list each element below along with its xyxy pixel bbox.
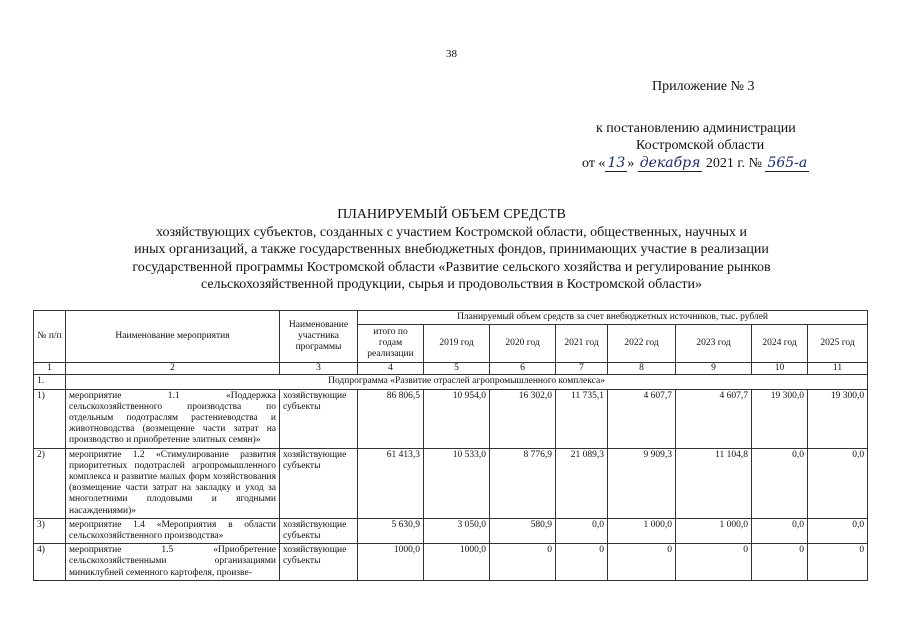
ref-year: 2021 г. №: [705, 156, 762, 171]
title-line: государственной программы Костромской области «Развитие сельского хозяйства и регулирование рынков: [132, 259, 771, 275]
row-name: мероприятие 1.5 «Приобретение сельскохозяйственными организациями миниклубней семенного картофеля, произве-: [66, 544, 280, 581]
col-number: 6: [490, 363, 556, 375]
col-number: 9: [676, 363, 752, 375]
row-value: 11 735,1: [556, 389, 608, 448]
row-value: 0: [556, 544, 608, 581]
row-value: 61 413,3: [358, 448, 424, 518]
row-value: 0,0: [556, 518, 608, 543]
table-row: [34, 518, 868, 543]
row-value: 5 630,9: [358, 518, 424, 543]
row-participant: хозяйствующие субъекты: [280, 544, 358, 581]
row-name: мероприятие 1.4 «Мероприятия в области сельскохозяйственного производства»: [66, 518, 280, 543]
appendix-label: Приложение № 3: [652, 79, 755, 94]
row-participant: хозяйствующие субъекты: [280, 448, 358, 518]
handwritten-day: 13: [607, 155, 626, 171]
title-line: хозяйствующих субъектов, созданных с участием Костромской области, общественных, научных и: [156, 224, 747, 240]
row-name: мероприятие 1.1 «Поддержка сельскохозяйственного производства по отдельным подотраслям растениеводства и животноводства (возмещение части затрат на производство и приобретение элитных семян)»: [66, 389, 280, 448]
header-year: 2020 год: [490, 325, 556, 363]
header-participant: Наименование участника программы: [280, 311, 358, 363]
title-line: сельскохозяйственной продукции, сырья и продовольствия в Костромской области»: [201, 277, 702, 293]
row-value: 1 000,0: [608, 518, 676, 543]
ref-close: »: [627, 156, 635, 171]
row-num: 1): [34, 389, 66, 448]
row-num: 3): [34, 518, 66, 543]
document-title: [0, 206, 903, 294]
row-value: 16 302,0: [490, 389, 556, 448]
table-row: [34, 448, 868, 518]
column-number-row: [34, 363, 868, 375]
title-line: иных организаций, а также государственных внебюджетных фондов, принимающих участие в реализации: [134, 242, 769, 258]
section-title: Подпрограмма «Развитие отраслей агропромышленного комплекса»: [66, 375, 868, 389]
row-value: 21 089,3: [556, 448, 608, 518]
row-name: мероприятие 1.2 «Стимулирование развития приоритетных подотраслей агропромышленного комплекса и развитие малых форм хозяйствования (возмещение части затрат на закладку и уход за многолетними плодовыми и ягодными насаждениями)»: [66, 448, 280, 518]
col-number: 3: [280, 363, 358, 375]
header-year: 2025 год: [808, 325, 868, 363]
header-total: итого по годам реализации: [358, 325, 424, 363]
row-value: 0,0: [808, 518, 868, 543]
handwritten-number: 565-а: [767, 155, 808, 171]
handwritten-month: декабря: [639, 155, 701, 171]
col-number: 8: [608, 363, 676, 375]
section-row: [34, 375, 868, 389]
row-num: 2): [34, 448, 66, 518]
row-value: 11 104,8: [676, 448, 752, 518]
row-value: 0: [608, 544, 676, 581]
row-value: 0,0: [752, 518, 808, 543]
col-number: 1: [34, 363, 66, 375]
col-number: 10: [752, 363, 808, 375]
header-name: Наименование мероприятия: [66, 311, 280, 363]
col-number: 7: [556, 363, 608, 375]
row-value: 580,9: [490, 518, 556, 543]
row-value: 0: [808, 544, 868, 581]
row-value: 9 909,3: [608, 448, 676, 518]
row-value: 10 954,0: [424, 389, 490, 448]
reference-line-1: к постановлению администрации: [596, 121, 796, 136]
row-value: 19 300,0: [752, 389, 808, 448]
row-value: 4 607,7: [608, 389, 676, 448]
ref-from: от «: [582, 156, 606, 171]
row-value: 0: [490, 544, 556, 581]
row-value: 0: [752, 544, 808, 581]
row-participant: хозяйствующие субъекты: [280, 518, 358, 543]
row-value: 10 533,0: [424, 448, 490, 518]
header-num: № п/п: [34, 311, 66, 363]
row-value: 1000,0: [358, 544, 424, 581]
col-number: 5: [424, 363, 490, 375]
row-value: 8 776,9: [490, 448, 556, 518]
row-value: 0,0: [752, 448, 808, 518]
row-value: 0,0: [808, 448, 868, 518]
title-main: ПЛАНИРУЕМЫЙ ОБЪЕМ СРЕДСТВ: [337, 207, 566, 222]
reference-line-2: Костромской области: [636, 138, 765, 153]
header-year: 2022 год: [608, 325, 676, 363]
row-value: 4 607,7: [676, 389, 752, 448]
row-num: 4): [34, 544, 66, 581]
page-number: 38: [446, 48, 457, 60]
row-value: 1 000,0: [676, 518, 752, 543]
reference-date-line: [582, 155, 809, 172]
col-number: 4: [358, 363, 424, 375]
header-year: 2024 год: [752, 325, 808, 363]
row-value: 86 806,5: [358, 389, 424, 448]
section-num: 1.: [34, 375, 66, 389]
header-year: 2019 год: [424, 325, 490, 363]
header-planned: Планируемый объем средств за счет внебюджетных источников, тыс. рублей: [358, 311, 868, 325]
row-value: 1000,0: [424, 544, 490, 581]
header-year: 2021 год: [556, 325, 608, 363]
row-value: 19 300,0: [808, 389, 868, 448]
header-year: 2023 год: [676, 325, 752, 363]
table-row: [34, 544, 868, 581]
row-value: 0: [676, 544, 752, 581]
col-number: 2: [66, 363, 280, 375]
funding-table: [33, 310, 868, 581]
table-row: [34, 389, 868, 448]
row-value: 3 050,0: [424, 518, 490, 543]
row-participant: хозяйствующие субъекты: [280, 389, 358, 448]
col-number: 11: [808, 363, 868, 375]
